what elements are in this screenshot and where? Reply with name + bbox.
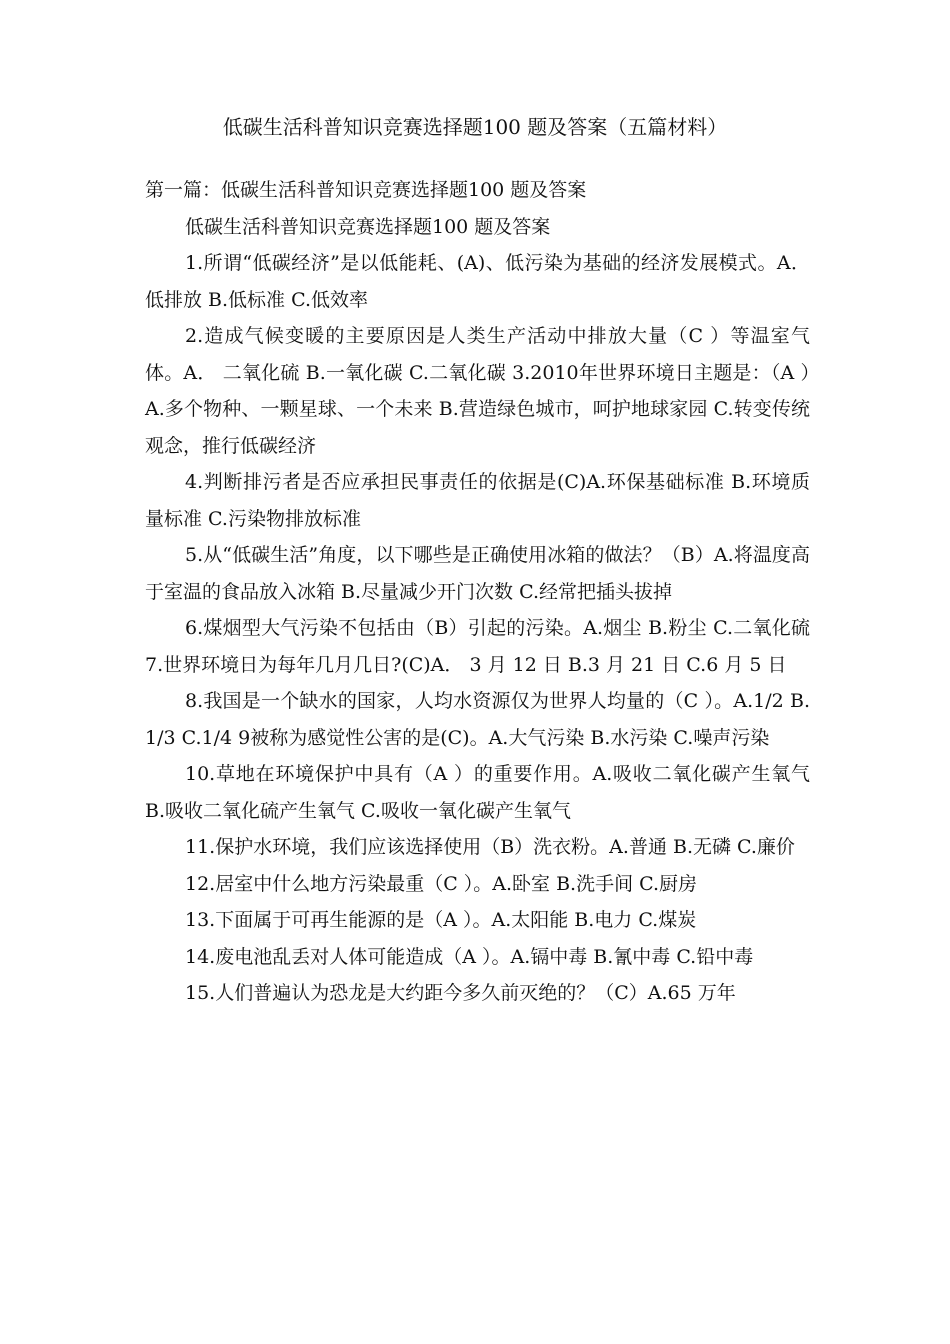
document-title: 低碳生活科普知识竞赛选择题100 题及答案（五篇材料） <box>222 115 728 139</box>
paragraph-question-4: 4.判断排污者是否应承担民事责任的依据是(C)A.环保基础标准 B.环境质量标准 C.污染物排放标准 <box>145 471 810 530</box>
paragraph-question-10: 10.草地在环境保护中具有（A ）的重要作用。A.吸收二氧化碳产生氧气 B.吸收二氧化硫产生氧气 C.吸收一氧化碳产生氧气 <box>145 763 810 822</box>
paragraph-part-heading: 第一篇：低碳生活科普知识竞赛选择题100 题及答案 <box>145 179 587 201</box>
paragraph-question-2-3: 2.造成气候变暖的主要原因是人类生产活动中排放大量（C ）等温室气体。A． 二氧化硫 B.一氧化碳 C.二氧化碳 3.2010年世界环境日主题是：（A ）A.多个物种、一颗星球、一个未来 B.营造绿色城市，呵护地球家园 C.转变传统观念，推行低碳经济 <box>145 325 810 457</box>
paragraph-question-8-9: 8.我国是一个缺水的国家，人均水资源仅为世界人均量的（C ）。A.1/2 B.1/3 C.1/4 9被称为感觉性公害的是(C)。A.大气污染 B.水污染 C.噪声污染 <box>145 690 810 749</box>
paragraph-question-11: 11.保护水环境，我们应该选择使用（B）洗衣粉。A.普通 B.无磷 C.廉价 <box>185 836 795 858</box>
paragraph-subtitle: 低碳生活科普知识竞赛选择题100 题及答案 <box>185 215 551 238</box>
paragraph-question-14: 14.废电池乱丢对人体可能造成（A ）。A.镉中毒 B.氰中毒 C.铅中毒 <box>185 945 754 968</box>
paragraph-question-5: 5.从“低碳生活”角度，以下哪些是正确使用冰箱的做法？（B）A.将温度高于室温的食品放入冰箱 B.尽量减少开门次数 C.经常把插头拔掉 <box>145 544 810 603</box>
paragraph-question-1: 1.所谓“低碳经济”是以低能耗、(A)、低污染为基础的经济发展模式。A．低排放 B.低标准 C.低效率 <box>145 252 810 311</box>
paragraph-question-15: 15.人们普遍认为恐龙是大约距今多久前灭绝的？（C）A.65 万年 <box>185 982 736 1004</box>
paragraph-question-6-7: 6.煤烟型大气污染不包括由（B）引起的污染。A.烟尘 B.粉尘 C.二氧化硫 7.世界环境日为每年几月几日?(C)A． 3 月 12 日 B.3 月 21 日 C.6 月 5 日 <box>145 617 810 676</box>
document-body <box>145 172 810 1012</box>
paragraph-question-12: 12.居室中什么地方污染最重（C ）。A.卧室 B.洗手间 C.厨房 <box>185 872 698 895</box>
paragraph-question-13: 13.下面属于可再生能源的是（A ）。A.太阳能 B.电力 C.煤炭 <box>185 909 697 931</box>
